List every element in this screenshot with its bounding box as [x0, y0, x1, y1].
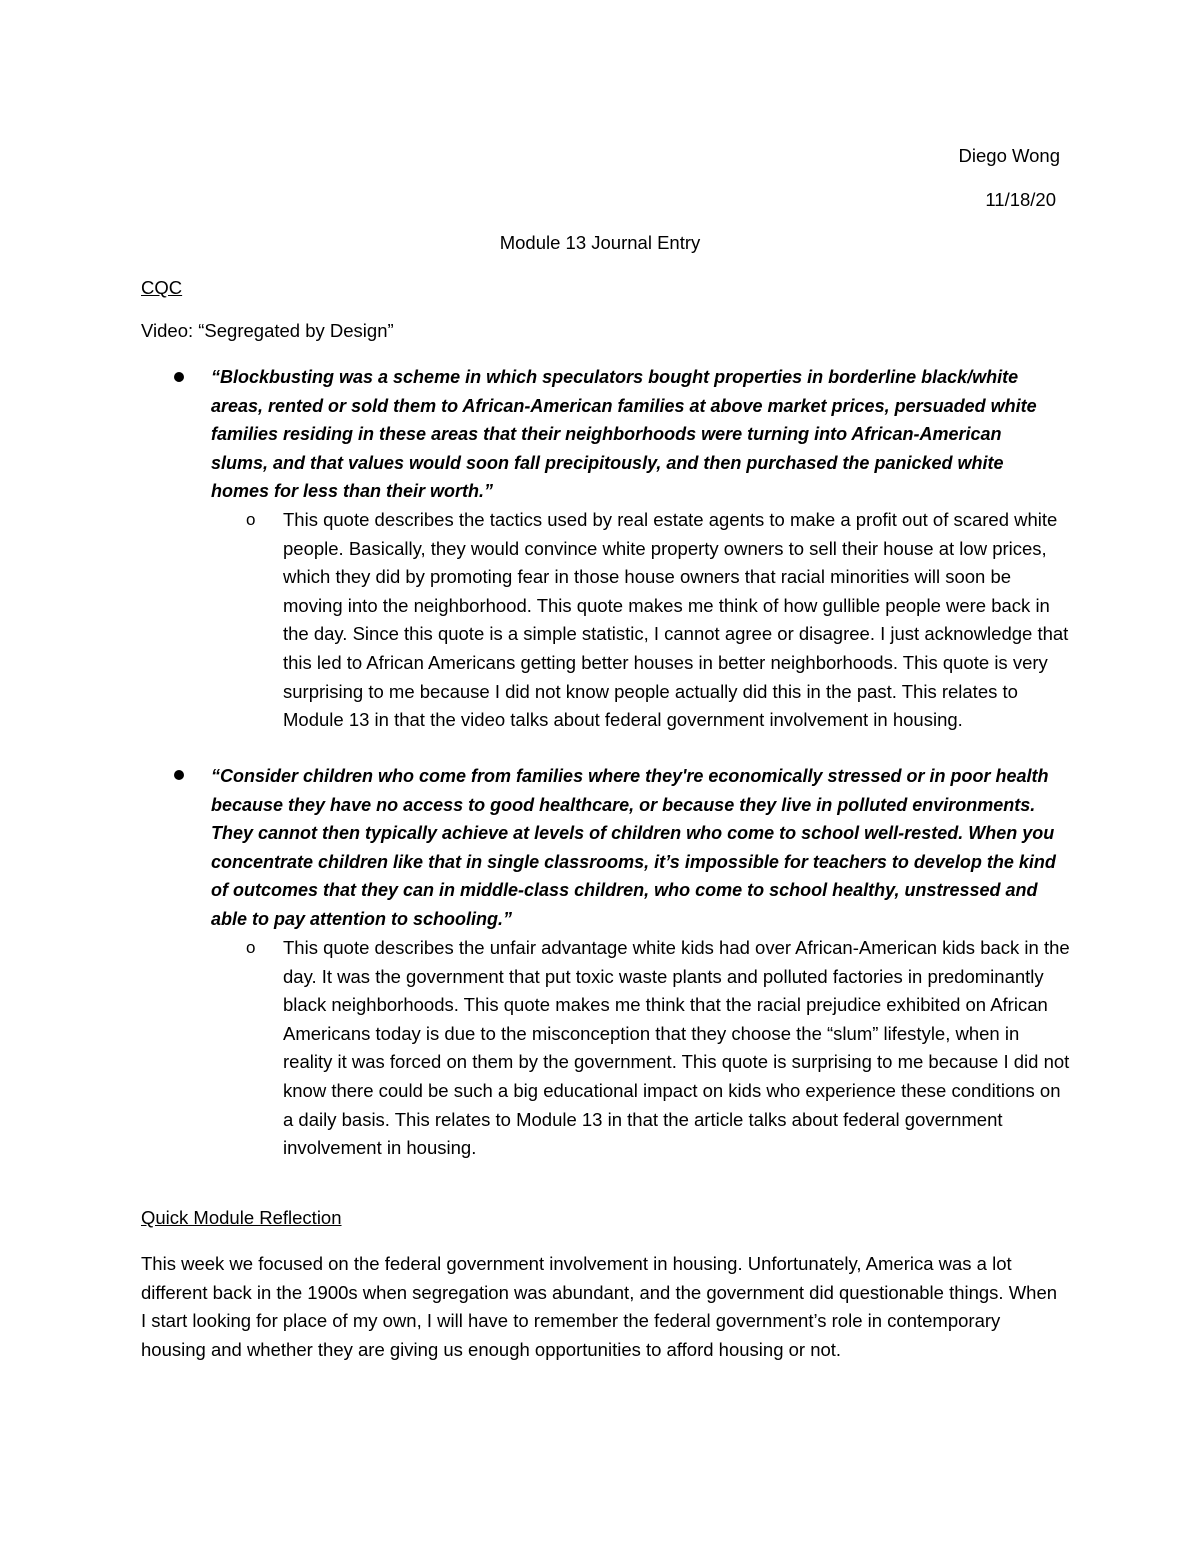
author-name: Diego Wong: [958, 145, 1060, 166]
quote-response: This quote describes the tactics used by real estate agents to make a profit out of scared white people. Basically, they would convince white property owners to sell their house at low prices, which they did by promoting fear in those house owners that racial minorities will soon be moving into the neighborhood. This quote makes me think of how gullible people were back in the day. Since this quote is a simple statistic, I cannot agree or disagree. I just acknowledge that this led to African Americans getting better houses in better neighborhoods. This quote is very surprising to me because I did not know people actually did this in the past. This relates to Module 13 in that the video talks about federal government involvement in housing.: [283, 509, 1069, 731]
entry-date: 11/18/20: [985, 189, 1056, 210]
bullet-icon: [174, 770, 184, 780]
quote-response: This quote describes the unfair advantage white kids had over African-American kids back in the day. It was the government that put toxic waste plants and polluted factories in predominantly black neighborhoods. This quote makes me think that the racial prejudice exhibited on African Americans today is due to the misconception that they choose the “slum” lifestyle, when in reality it was forced on them by the government. This quote is surprising to me because I did not know there could be such a big educational impact on kids who experience these conditions on a daily basis. This relates to Module 13 in that the article talks about federal government involvement in housing.: [283, 937, 1070, 1159]
video-label: Video: “Segregated by Design”: [141, 320, 394, 341]
sub-bullet-icon: o: [246, 510, 256, 529]
quote-text: “Blockbusting was a scheme in which speculators bought properties in borderline black/white areas, rented or sold them to African-American families at above market prices, persuaded white families residing in these areas that their neighborhoods were turning into African-American slums, and that values would soon fall precipitously, and then purchased the panicked white homes for less than their worth.”: [211, 367, 1037, 502]
page-title: Module 13 Journal Entry: [499, 232, 701, 253]
sub-bullet-icon: o: [246, 938, 256, 957]
cqc-heading: CQC: [141, 277, 183, 298]
reflection-body: This week we focused on the federal government involvement in housing. Unfortunately, America was a lot different back in the 1900s when segregation was abundant, and the government did questionable things. When I start looking for place of my own, I will have to remember the federal government’s role in contemporary housing and whether they are giving us enough opportunities to afford housing or not.: [141, 1253, 1058, 1360]
quote-text: “Consider children who come from families where they're economically stressed or in poor health because they have no access to good healthcare, or because they live in polluted environments. They cannot then typically achieve at levels of children who come to school well-rested. When you concentrate children like that in single classrooms, it’s impossible for teachers to develop the kind of outcomes that they can in middle-class children, who come to school healthy, unstressed and able to pay attention to schooling.”: [211, 766, 1056, 929]
reflection-heading: Quick Module Reflection: [141, 1207, 342, 1228]
bullet-icon: [174, 372, 184, 382]
